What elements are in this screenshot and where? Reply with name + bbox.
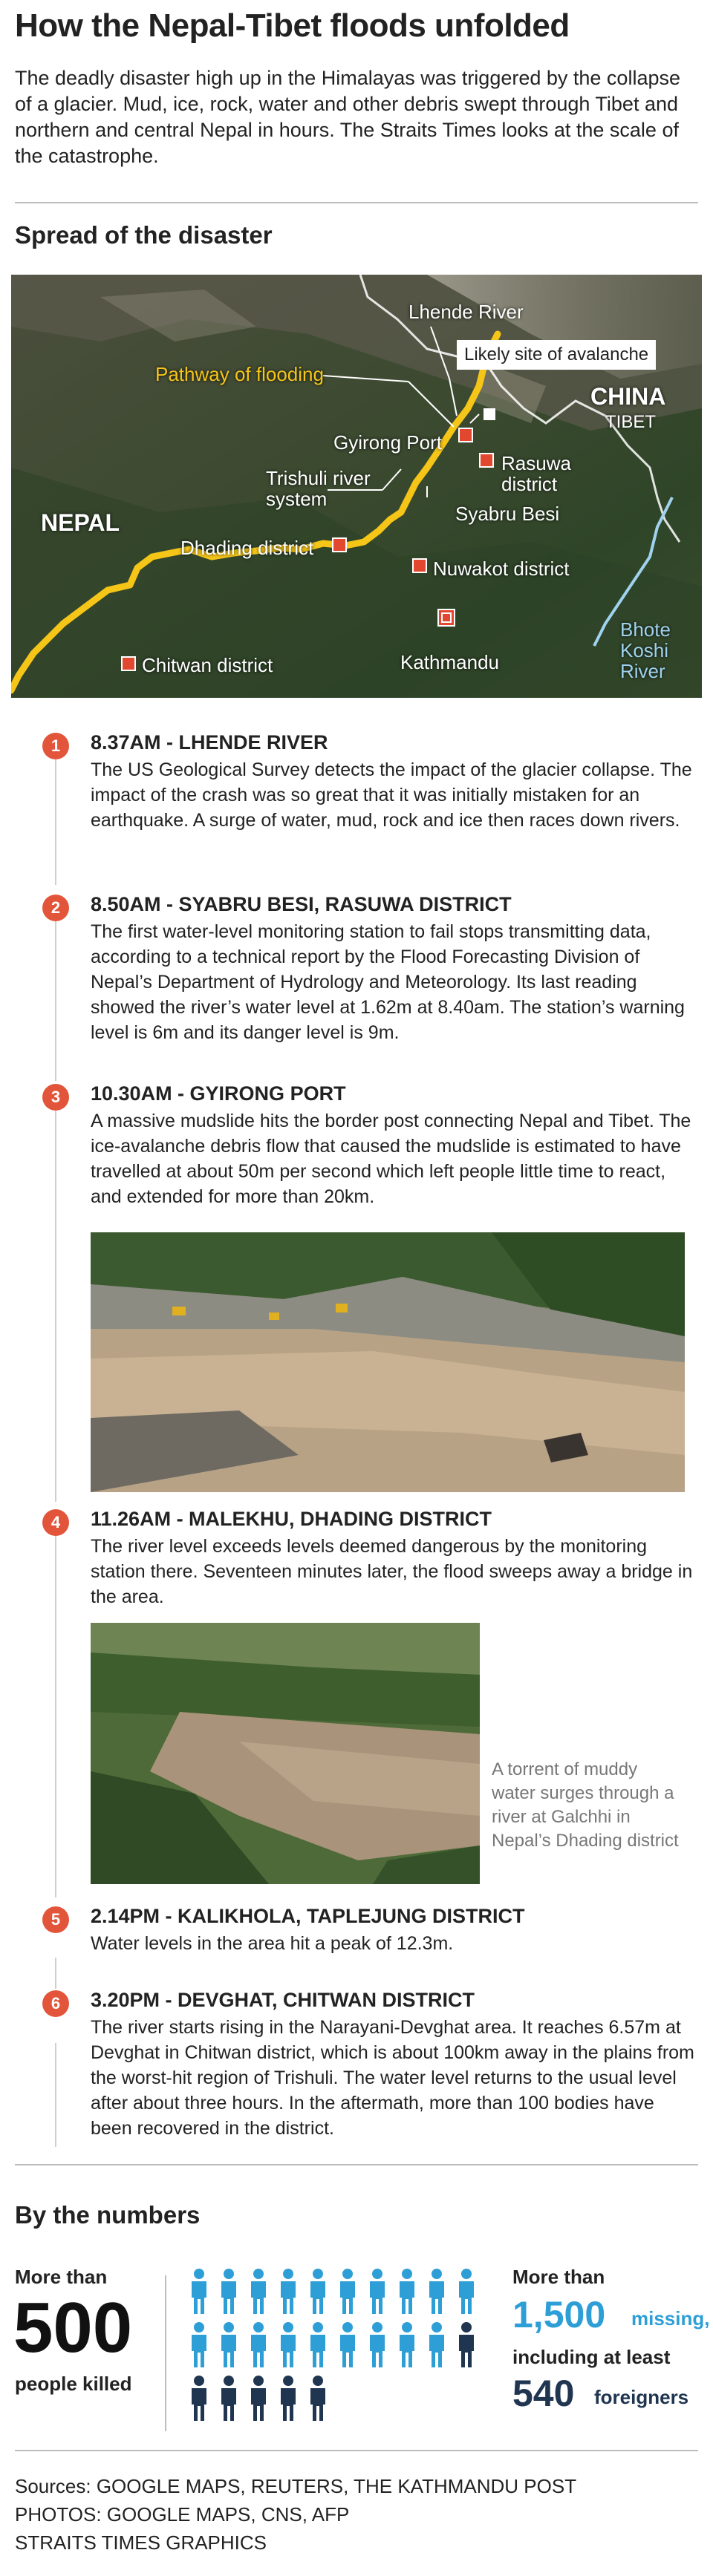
person-icon [400, 2269, 414, 2314]
person-icon [429, 2322, 444, 2367]
china-label: CHINA [590, 383, 666, 410]
person-icon [459, 2269, 474, 2314]
timeline-heading-2: 8.50AM - SYABRU BESI, RASUWA DISTRICT [91, 893, 512, 915]
person-icon [340, 2322, 355, 2367]
timeline-connector [55, 2043, 56, 2147]
kathmandu-marker [437, 609, 455, 627]
person-icon [400, 2322, 414, 2367]
timeline-number-4: 4 [42, 1509, 69, 1536]
numbers-heading: By the numbers [15, 2201, 201, 2229]
timeline-number-1: 1 [42, 733, 69, 759]
nuwakot-label: Nuwakot district [433, 558, 570, 580]
foreigners-label: foreigners [594, 2386, 689, 2408]
chitwan-marker [121, 656, 136, 671]
person-icon [370, 2322, 385, 2367]
photo-caption: A torrent of muddy water surges through a river at Galchhi in Nepal’s Dhading district [492, 1759, 679, 1851]
person-icon [192, 2269, 206, 2314]
person-icon [370, 2269, 385, 2314]
person-icon [251, 2322, 266, 2367]
avalanche-marker [484, 408, 495, 420]
sources-line: Sources: GOOGLE MAPS, REUTERS, THE KATHMANDU POST [15, 2475, 577, 2497]
person-icon [429, 2269, 444, 2314]
missing-prefix: More than [512, 2266, 605, 2288]
mudslide-photo [91, 1232, 685, 1492]
timeline-heading-6: 3.20PM - DEVGHAT, CHITWAN DISTRICT [91, 1989, 475, 2011]
chitwan-label: Chitwan district [142, 654, 273, 676]
person-icon [192, 2376, 206, 2421]
person-icon [221, 2269, 236, 2314]
numbers-divider [165, 2275, 166, 2431]
person-icon [251, 2269, 266, 2314]
galchhi-photo [91, 1623, 480, 1884]
person-icon [310, 2269, 325, 2314]
rasuwa-label-2: district [501, 473, 558, 495]
timeline-connector [55, 1534, 56, 1897]
person-icon [192, 2322, 206, 2367]
person-icon [221, 2376, 236, 2421]
timeline-body-1: The US Geological Survey detects the impact of the glacier collapse. The impact of the crash was so great that it was initially mistaken for an earthquake. A surge of water, mud, rock and ice then races down rivers. [91, 759, 692, 831]
timeline-heading-1: 8.37AM - LHENDE RIVER [91, 731, 328, 753]
bhote-label-1: Bhote [620, 618, 671, 641]
timeline-number-3: 3 [42, 1084, 69, 1111]
person-icon [310, 2376, 325, 2421]
person-icon [281, 2269, 296, 2314]
timeline-body-4: The river level exceeds levels deemed dangerous by the monitoring station there. Seventeen minutes later, the flood sweeps away a bridge in the area. [91, 1536, 693, 1607]
page-title: How the Nepal-Tibet floods unfolded [15, 7, 570, 44]
timeline-heading-5: 2.14PM - KALIKHOLA, TAPLEJUNG DISTRICT [91, 1905, 525, 1927]
bhote-label-2: Koshi [620, 639, 669, 661]
nepal-label: NEPAL [41, 509, 120, 536]
rasuwa-label-1: Rasuwa [501, 452, 571, 474]
bhote-label-3: River [620, 660, 665, 682]
trishuli-label-1: Trishuli river [266, 467, 371, 489]
pathway-label: Pathway of flooding [155, 363, 324, 385]
killed-value: 500 [13, 2288, 133, 2367]
foreigners-value: 540 [512, 2373, 575, 2414]
person-icon [310, 2322, 325, 2367]
person-icon [251, 2376, 266, 2421]
killed-prefix: More than [15, 2266, 108, 2288]
timeline-number-6: 6 [42, 1990, 69, 2017]
killed-label: people killed [15, 2373, 132, 2395]
divider [15, 202, 698, 203]
photos-credit-line: PHOTOS: GOOGLE MAPS, CNS, AFP [15, 2503, 350, 2526]
person-icon [281, 2322, 296, 2367]
timeline-connector [55, 1958, 56, 1989]
timeline-number-5: 5 [42, 1906, 69, 1933]
map-section-heading: Spread of the disaster [15, 221, 273, 249]
timeline-body-5: Water levels in the area hit a peak of 12.3m. [91, 1933, 454, 1954]
rasuwa-marker [479, 453, 494, 468]
trishuli-label-2: system [266, 488, 328, 510]
lhende-river-label: Lhende River [408, 301, 524, 323]
graphics-credit-line: STRAITS TIMES GRAPHICS [15, 2531, 267, 2554]
timeline-connector [55, 757, 56, 885]
people-icon-grid [184, 2268, 496, 2431]
people-icons [184, 2268, 496, 2431]
dhading-label: Dhading district [180, 537, 314, 559]
kathmandu-label: Kathmandu [400, 651, 499, 673]
timeline-connector [55, 919, 56, 1081]
person-icon [459, 2322, 474, 2367]
timeline-body-6: The river starts rising in the Narayani-Devghat area. It reaches 6.57m at Devghat in Chitwan district, which is about 100km away in the plains from the worst-hit region of Trishuli. The water level returns to the usual level after about three hours. In the aftermath, more than 100 bodies have been recovered in the district. [91, 2017, 694, 2139]
timeline-heading-4: 11.26AM - MALEKHU, DHADING DISTRICT [91, 1508, 492, 1530]
including-label: including at least [512, 2346, 671, 2368]
timeline-body-3: A massive mudslide hits the border post connecting Nepal and Tibet. The ice-avalanche debris flow that caused the mudslide is estimated to have travelled at about 50m per second which left people little time to react, and extended for more than 20km. [91, 1111, 691, 1207]
nuwakot-marker [412, 558, 427, 573]
missing-label: missing, [631, 2307, 710, 2330]
dhading-marker [332, 537, 347, 552]
timeline-body-2: The first water-level monitoring station to fail stops transmitting data, according to a technical report by the Flood Forecasting Division of Nepal’s Department of Hydrology and Meteorology. Its last reading showed the river’s water level at 1.62m at 8.40am. The station’s warning level is 6m and its danger level is 9m. [91, 921, 685, 1043]
gyirong-label: Gyirong Port [333, 431, 442, 454]
divider [15, 2450, 698, 2451]
divider [15, 2164, 698, 2165]
person-icon [221, 2322, 236, 2367]
avalanche-label: Likely site of avalanche [457, 340, 656, 370]
flood-map [11, 275, 702, 698]
syabru-label: Syabru Besi [455, 503, 560, 525]
timeline-connector [55, 1108, 56, 1502]
person-icon [281, 2376, 296, 2421]
person-icon [340, 2269, 355, 2314]
timeline-number-2: 2 [42, 895, 69, 921]
gyirong-marker [458, 428, 473, 442]
tibet-label: TIBET [605, 412, 657, 432]
intro-paragraph: The deadly disaster high up in the Himalayas was triggered by the collapse of a glacier. Mud, ice, rock, water and other debris swept through Tibet and northern and central Nepal in hours. The Straits Times looks at the scale of the catastrophe. [15, 67, 680, 167]
timeline-heading-3: 10.30AM - GYIRONG PORT [91, 1082, 346, 1105]
missing-value: 1,500 [512, 2294, 606, 2335]
